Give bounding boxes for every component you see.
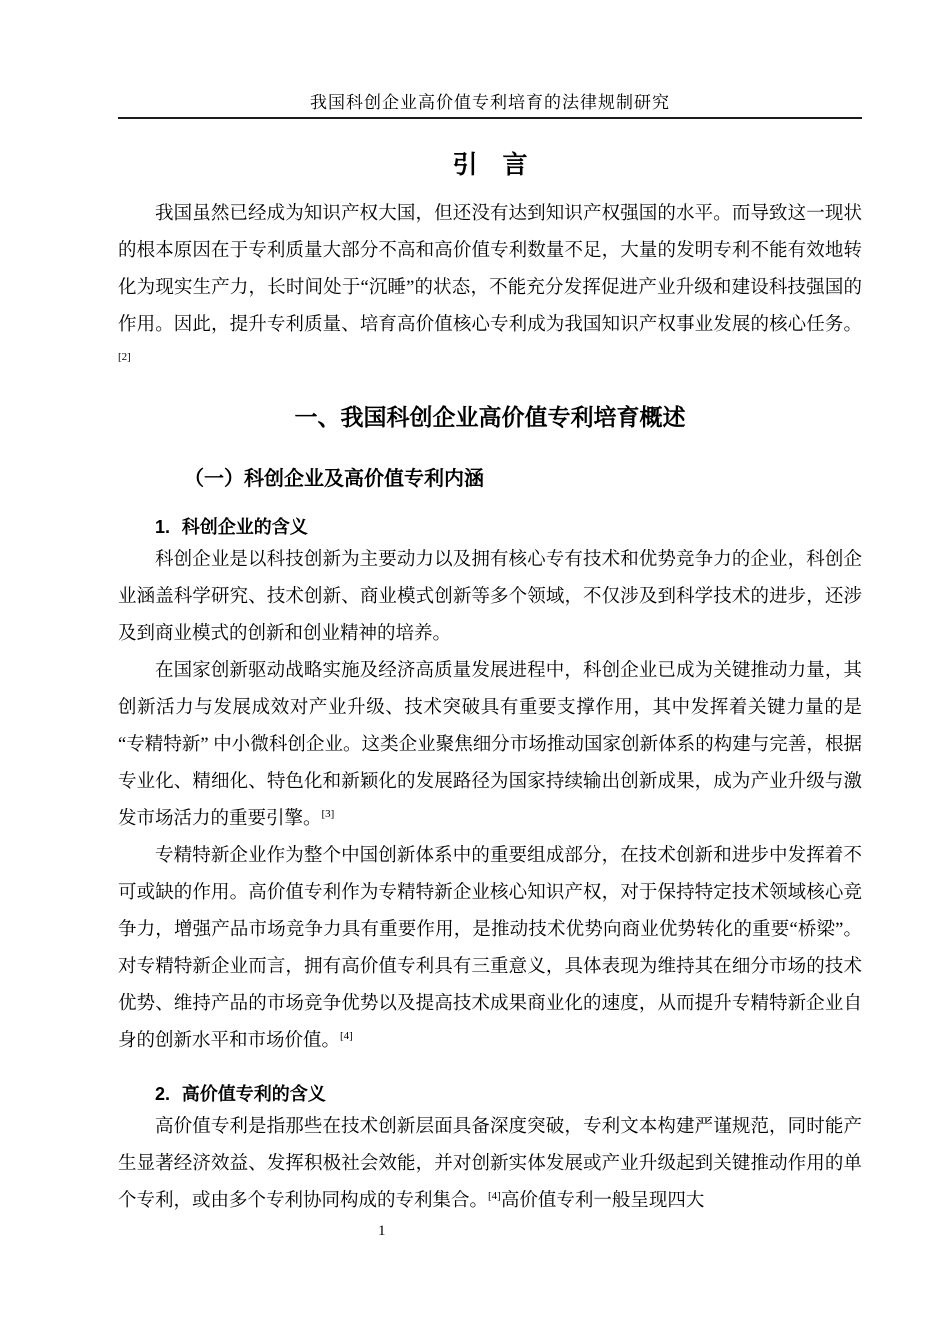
page-number: 1 xyxy=(378,1223,386,1239)
item-heading-2-label: 高价值专利的含义 xyxy=(181,1084,326,1104)
footnote-ref-2: [2] xyxy=(118,351,131,363)
section-heading-1: 一、我国科创企业高价值专利培育概述 xyxy=(294,404,686,430)
paragraph-intro xyxy=(118,196,862,381)
paragraph-innovation-strategy xyxy=(118,653,862,838)
paragraph-srdi-enterprises xyxy=(118,838,862,1060)
footnote-ref-4b: [4] xyxy=(488,1190,501,1202)
item-heading-2-number: 2. xyxy=(155,1084,171,1104)
paragraph-sci-enterprise-definition xyxy=(118,542,862,653)
paragraph-intro-text: 我国虽然已经成为知识产权大国，但还没有达到知识产权强国的水平。而导致这一现状的根本原因在于专利质量大部分不高和高价值专利数量不足，大量的发明专利不能有效地转化为现实生产力，长时间处于“沉睡”的状态，不能充分发挥促进产业升级和建设科技强国的作用。因此，提升专利质量、培育高价值核心专利成为我国知识产权事业发展的核心任务。 xyxy=(118,204,862,335)
item-heading-1-number: 1. xyxy=(155,517,171,537)
item-heading-1-label: 科创企业的含义 xyxy=(181,517,308,537)
page-footer xyxy=(378,1221,386,1241)
introduction-title: 引 言 xyxy=(452,151,528,179)
paragraph-hv-patent-definition-continued: 高价值专利一般呈现四大 xyxy=(500,1191,705,1211)
paragraph-innovation-strategy-text: 在国家创新驱动战略实施及经济高质量发展进程中，科创企业已成为关键推动力量，其创新活力与发展成效对产业升级、技术突破具有重要支撑作用，其中发挥着关键力量的是 “专精特新” 中小微科创企业。这类企业聚焦细分市场推动国家创新体系的构建与完善，根据专业化、精细化、特色化和新颖化的发展路径为国家持续输出创新成果，成为产业升级与激发市场活力的重要引擎。 xyxy=(118,661,862,829)
page-content-column xyxy=(118,0,862,1220)
running-header xyxy=(118,0,862,119)
paragraph-srdi-enterprises-text: 专精特新企业作为整个中国创新体系中的重要组成部分，在技术创新和进步中发挥着不可或缺的作用。高价值专利作为专精特新企业核心知识产权，对于保持特定技术领域核心竞争力，增强产品市场竞争力具有重要作用，是推动技术优势向商业优势转化的重要“桥梁”。对专精特新企业而言，拥有高价值专利具有三重意义，具体表现为维持其在细分市场的技术优势、维持产品的市场竞争优势以及提高技术成果商业化的速度，从而提升专精特新企业自身的创新水平和市场价值。 xyxy=(118,846,862,1051)
footnote-ref-4a: [4] xyxy=(340,1030,353,1042)
paragraph-hv-patent-definition-text: 高价值专利是指那些在技术创新层面具备深度突破，专利文本构建严谨规范，同时能产生显著经济效益、发挥积极社会效能，并对创新实体发展或产业升级起到关键推动作用的单个专利，或由多个专利协同构成的专利集合。 xyxy=(118,1117,862,1211)
paragraph-sci-enterprise-definition-text: 科创企业是以科技创新为主要动力以及拥有核心专有技术和优势竞争力的企业，科创企业涵盖科学研究、技术创新、商业模式创新等多个领域，不仅涉及到科学技术的进步，还涉及到商业模式的创新和创业精神的培养。 xyxy=(118,550,862,644)
running-header-title: 我国科创企业高价值专利培育的法律规制研究 xyxy=(310,93,670,112)
item-heading-1 xyxy=(118,515,862,539)
footnote-ref-3: [3] xyxy=(321,808,335,820)
item-heading-2 xyxy=(118,1082,862,1106)
paragraph-hv-patent-definition xyxy=(118,1109,862,1220)
subsection-heading-1-1: （一）科创企业及高价值专利内涵 xyxy=(184,468,484,490)
